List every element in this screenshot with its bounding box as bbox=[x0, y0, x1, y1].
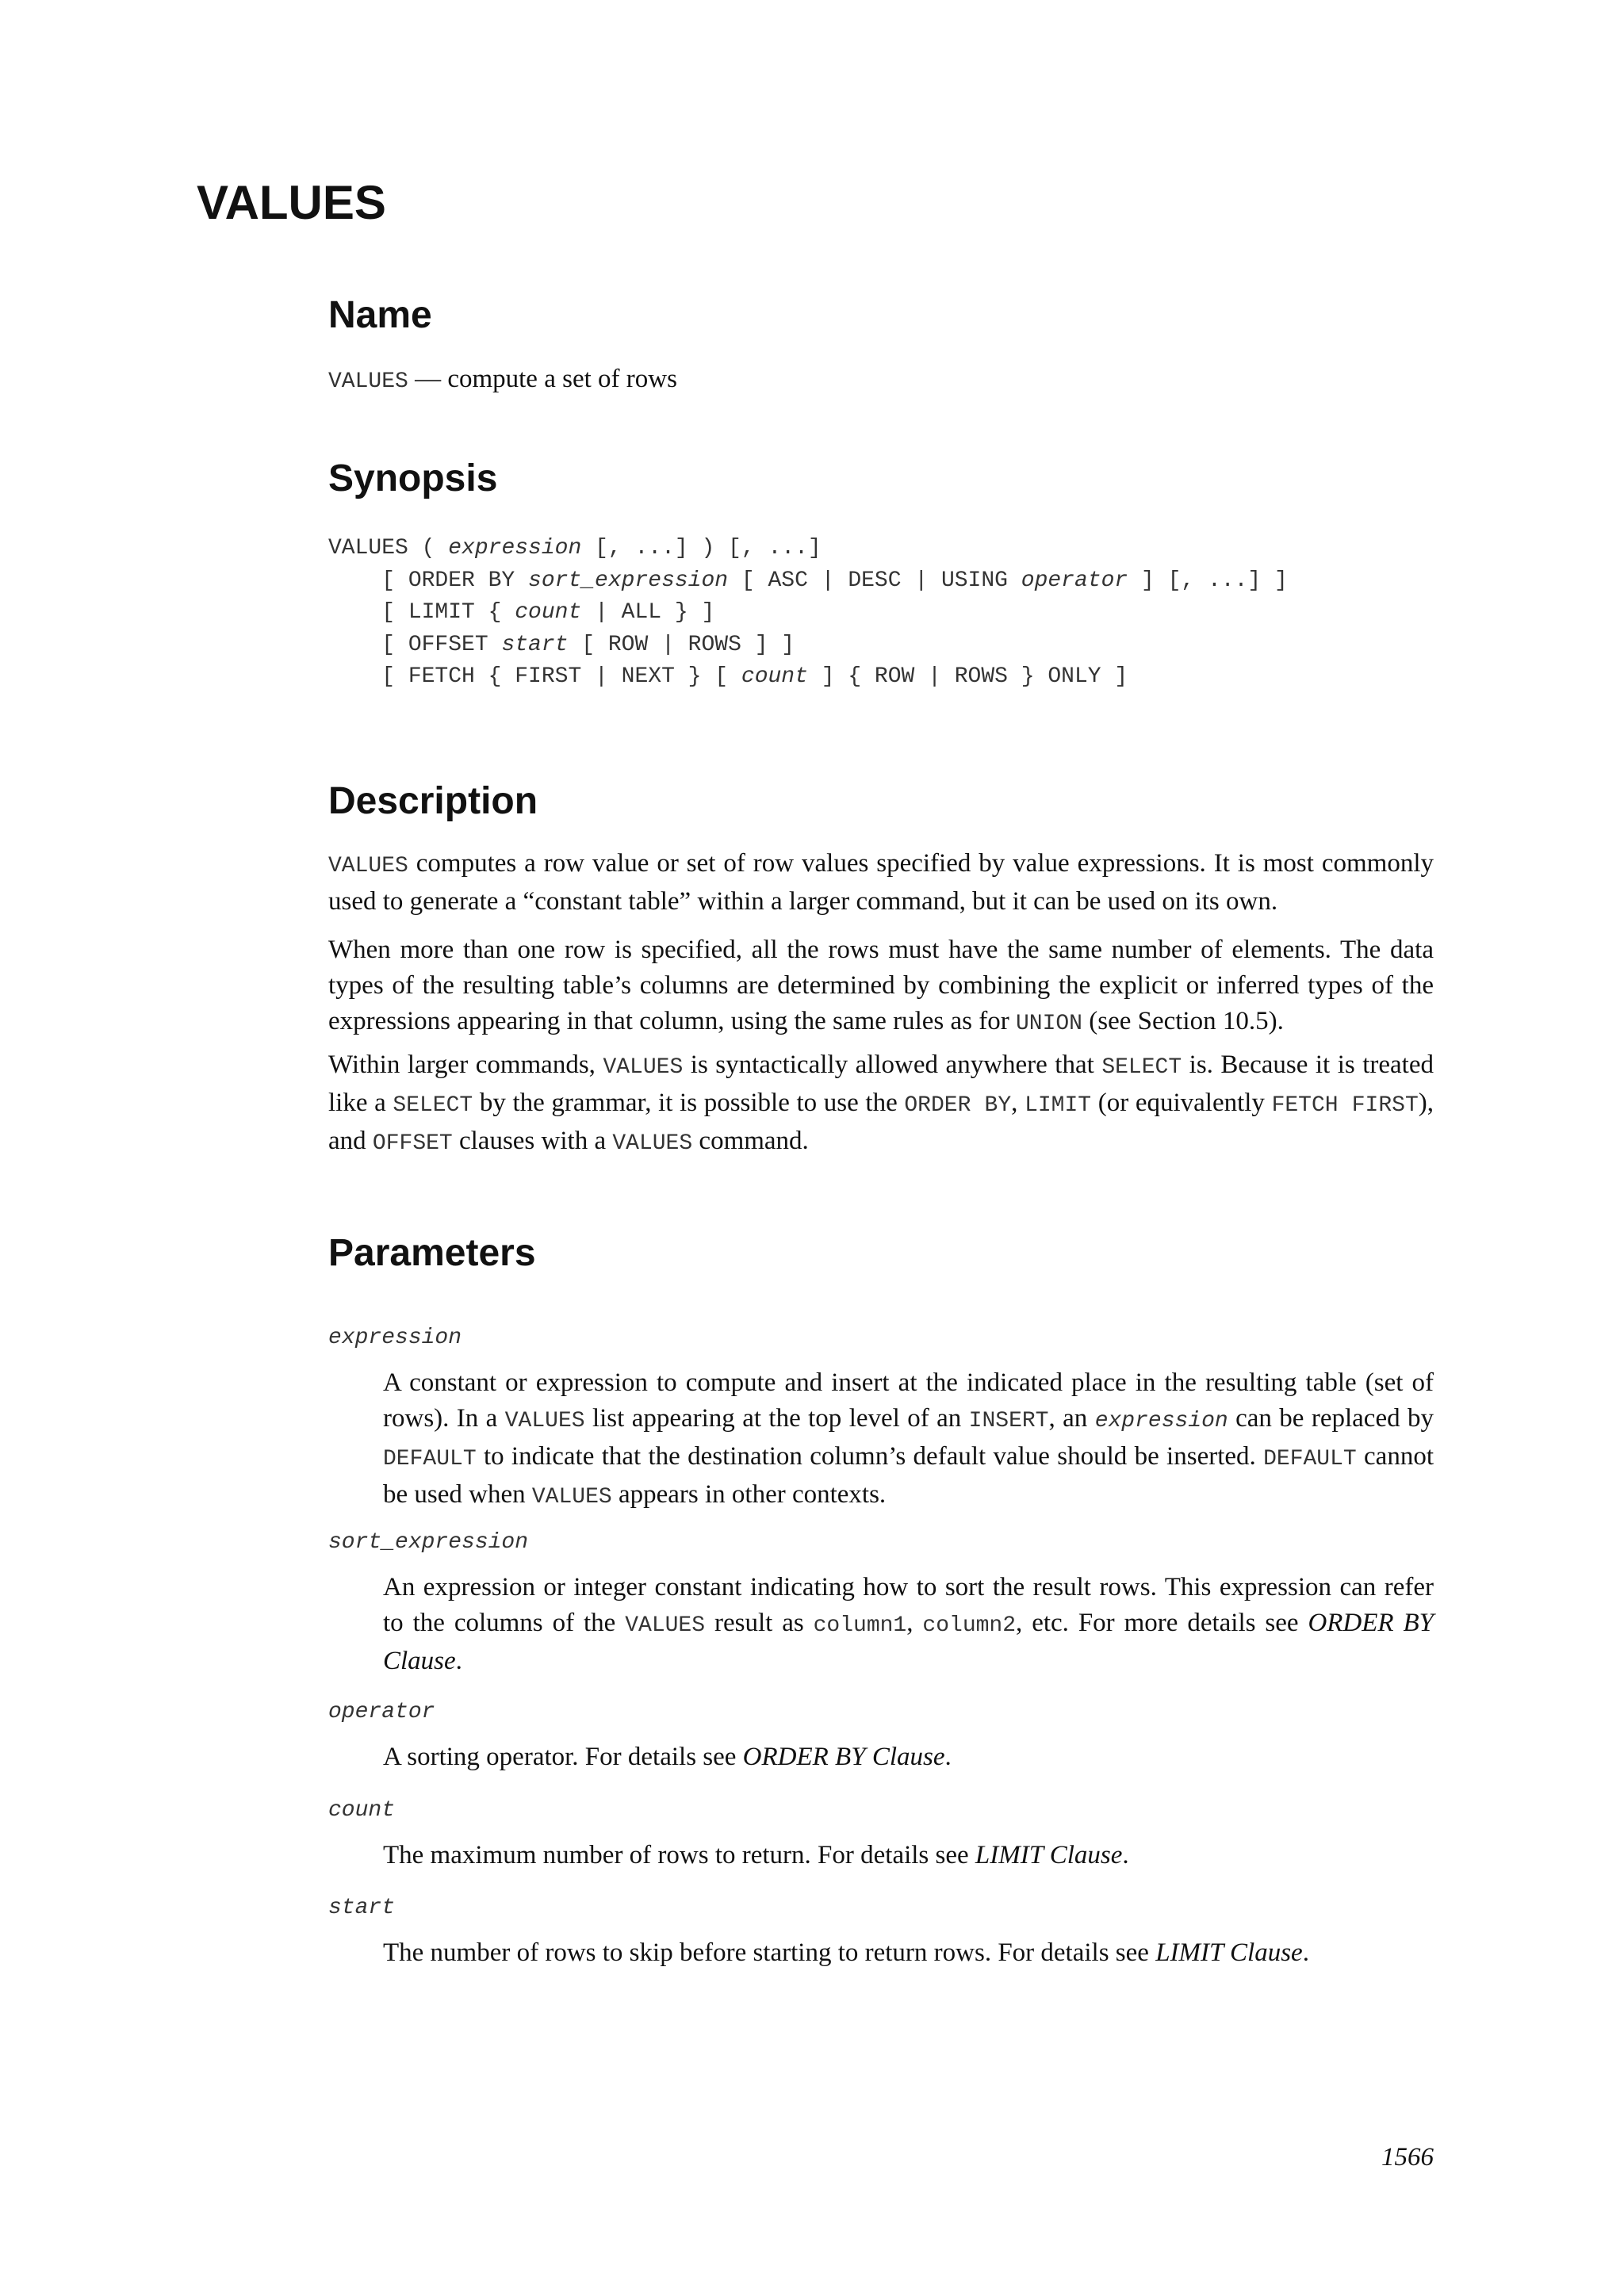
text-run: [ ASC | DESC | USING bbox=[728, 568, 1021, 593]
synopsis-block bbox=[328, 533, 1288, 694]
text-run: . bbox=[455, 1647, 462, 1675]
inline-code: VALUES bbox=[625, 1613, 706, 1638]
text-run: is syntactically allowed anywhere that bbox=[683, 1050, 1102, 1079]
emphasis-text: expression bbox=[448, 536, 582, 561]
inline-code: DEFAULT bbox=[383, 1447, 477, 1471]
inline-code: SELECT bbox=[1101, 1055, 1182, 1080]
inline-code: VALUES bbox=[603, 1055, 684, 1080]
inline-code: SELECT bbox=[393, 1093, 473, 1118]
text-run: command. bbox=[692, 1127, 809, 1155]
description-paragraph bbox=[328, 846, 1434, 920]
description-paragraph bbox=[328, 932, 1434, 1042]
inline-code: FETCH FIRST bbox=[1271, 1093, 1419, 1118]
synopsis-line bbox=[328, 536, 822, 561]
parameter-term: start bbox=[328, 1896, 396, 1920]
text-run: ] { ROW | ROWS } ONLY ] bbox=[807, 664, 1128, 689]
description-paragraph bbox=[328, 1047, 1434, 1161]
text-run: , bbox=[1011, 1089, 1025, 1117]
text-run: . bbox=[944, 1743, 952, 1771]
parameter-term: sort_expression bbox=[328, 1530, 529, 1555]
text-run: clauses with a bbox=[452, 1127, 613, 1155]
inline-code: VALUES bbox=[612, 1131, 693, 1156]
text-run: [ LIMIT { bbox=[328, 600, 515, 625]
text-run: cannot be used when bbox=[383, 1442, 1434, 1509]
inline-code: VALUES bbox=[531, 1485, 612, 1510]
text-run: ] [, ...] ] bbox=[1128, 568, 1288, 593]
inline-code: expression bbox=[1094, 1409, 1228, 1433]
inline-code: ORDER BY bbox=[904, 1093, 1012, 1118]
text-run: ), and bbox=[328, 1089, 1434, 1155]
text-run: appears in other contexts. bbox=[611, 1480, 887, 1509]
text-run: result as bbox=[705, 1609, 814, 1637]
command-purpose: — compute a set of rows bbox=[415, 365, 677, 393]
text-run: [ OFFSET bbox=[328, 632, 502, 657]
emphasis-text: LIMIT Clause bbox=[1155, 1938, 1303, 1967]
text-run: An expression or integer constant indicating how to sort the result rows. This expression can refer to the columns of the bbox=[383, 1573, 1434, 1637]
synopsis-heading: Synopsis bbox=[328, 457, 498, 499]
text-run: VALUES ( bbox=[328, 536, 449, 561]
emphasis-text: LIMIT Clause bbox=[975, 1841, 1123, 1869]
parameters-heading: Parameters bbox=[328, 1232, 536, 1274]
parameter-definition bbox=[383, 1935, 1434, 1971]
description-heading: Description bbox=[328, 780, 538, 822]
text-run: A sorting operator. For details see bbox=[383, 1743, 743, 1771]
synopsis-line bbox=[328, 633, 795, 657]
parameter-term: count bbox=[328, 1798, 396, 1823]
synopsis-line bbox=[328, 568, 1288, 593]
inline-code: VALUES bbox=[328, 854, 408, 878]
text-run: . bbox=[1302, 1938, 1309, 1967]
page-title: VALUES bbox=[197, 176, 386, 229]
parameter-definition bbox=[383, 1838, 1434, 1873]
text-run: (or equivalently bbox=[1091, 1089, 1272, 1117]
text-run: , bbox=[906, 1609, 923, 1637]
text-run: | ALL } ] bbox=[581, 600, 715, 625]
emphasis-text: count bbox=[515, 600, 582, 625]
name-line bbox=[328, 362, 677, 400]
text-run: , an bbox=[1048, 1404, 1095, 1433]
synopsis-line bbox=[328, 664, 1128, 689]
text-run: When more than one row is specified, all the rows must have the same number of elements. The data types of the resulting table’s columns are determined by combining the explicit or inferred types of the expressions appearing in that column, using the same rules as for bbox=[328, 936, 1434, 1035]
emphasis-text: operator bbox=[1021, 568, 1128, 593]
text-run: computes a row value or set of row values specified by value expressions. It is most commonly used to generate a “constant table” within a larger command, but it can be used on its own. bbox=[328, 849, 1434, 916]
emphasis-text: ORDER BY Clause bbox=[742, 1743, 945, 1771]
text-run: The number of rows to skip before starting to return rows. For details see bbox=[383, 1938, 1156, 1967]
synopsis-line bbox=[328, 600, 714, 625]
inline-code: INSERT bbox=[968, 1409, 1049, 1433]
parameter-term: operator bbox=[328, 1700, 435, 1724]
emphasis-text: start bbox=[501, 632, 569, 657]
text-run: to indicate that the destination column’s default value should be inserted. bbox=[476, 1442, 1264, 1471]
name-heading: Name bbox=[328, 294, 432, 336]
text-run: (see Section 10.5). bbox=[1082, 1007, 1284, 1035]
text-run: Within larger commands, bbox=[328, 1050, 603, 1079]
emphasis-text: ORDER BY Clause bbox=[383, 1609, 1434, 1675]
text-run: [ ROW | ROWS ] ] bbox=[568, 632, 795, 657]
inline-code: VALUES bbox=[504, 1409, 585, 1433]
inline-code: UNION bbox=[1015, 1012, 1082, 1036]
parameter-definition bbox=[383, 1739, 1434, 1775]
text-run: A constant or expression to compute and insert at the indicated place in the resulting table (set of rows). In a bbox=[383, 1368, 1434, 1433]
text-run: , etc. For more details see bbox=[1016, 1609, 1308, 1637]
text-run: . bbox=[1122, 1841, 1129, 1869]
text-run: [ FETCH { FIRST | NEXT } [ bbox=[328, 664, 741, 689]
text-run: [, ...] ) [, ...] bbox=[581, 536, 822, 561]
text-run: by the grammar, it is possible to use the bbox=[473, 1089, 905, 1117]
parameter-definition bbox=[383, 1365, 1434, 1515]
text-run: is. Because it is treated like a bbox=[328, 1050, 1434, 1117]
inline-code: column1 bbox=[813, 1613, 907, 1638]
page-number: 1566 bbox=[1381, 2143, 1434, 2172]
emphasis-text: count bbox=[741, 664, 808, 689]
inline-code: OFFSET bbox=[372, 1131, 453, 1156]
inline-code: DEFAULT bbox=[1263, 1447, 1357, 1471]
text-run: The maximum number of rows to return. For details see bbox=[383, 1841, 975, 1869]
text-run: [ ORDER BY bbox=[328, 568, 529, 593]
inline-code: LIMIT bbox=[1025, 1093, 1092, 1118]
parameter-definition bbox=[383, 1570, 1434, 1679]
inline-code: column2 bbox=[922, 1613, 1017, 1638]
emphasis-text: sort_expression bbox=[528, 568, 729, 593]
parameter-term: expression bbox=[328, 1326, 462, 1350]
command-name: VALUES bbox=[328, 369, 408, 394]
text-run: list appearing at the top level of an bbox=[584, 1404, 969, 1433]
text-run: can be replaced by bbox=[1228, 1404, 1434, 1433]
